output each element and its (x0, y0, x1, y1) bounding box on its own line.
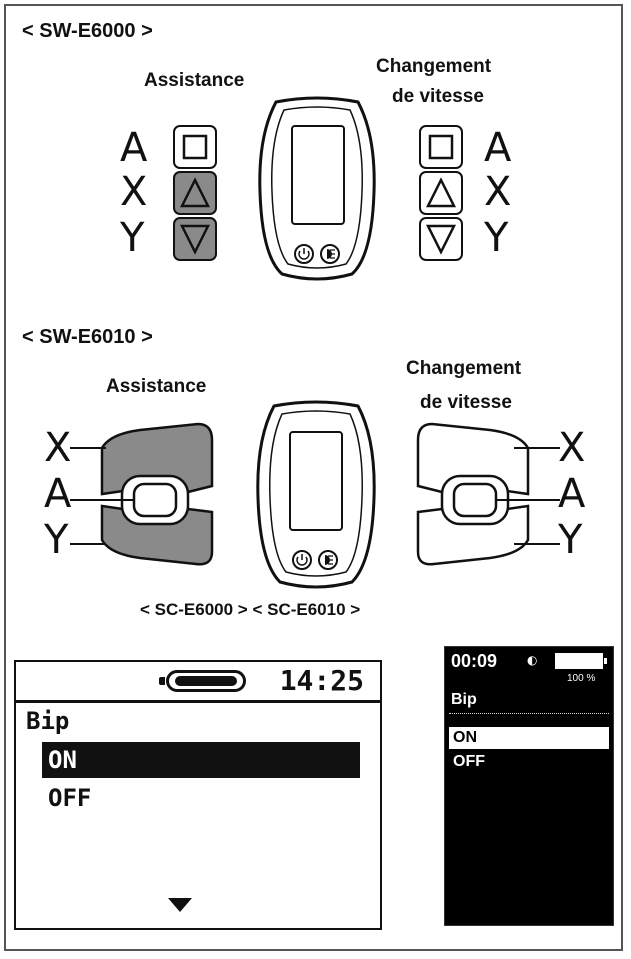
letter-x-left: X (44, 425, 72, 471)
letter-y-left: Y (44, 517, 69, 563)
color-option-off[interactable]: OFF (453, 753, 485, 770)
letter-x-left: X (120, 169, 148, 215)
letter-a-left: A (120, 125, 148, 171)
display-models-caption: < SC-E6000 > < SC-E6010 > (140, 600, 361, 619)
color-option-on[interactable]: ON (449, 727, 609, 749)
lcd-clock: 14:25 (279, 664, 364, 697)
light-icon (319, 551, 337, 569)
square-button-icon (174, 126, 216, 168)
display-unit-sc-e6010 (254, 400, 378, 590)
triangle-down-icon (420, 218, 462, 260)
lcd-option-on[interactable]: ON (42, 742, 360, 778)
shift-label-line2: de vitesse (392, 86, 484, 107)
lcd-screen-sc-e6000 (14, 660, 382, 930)
letter-y-left: Y (120, 215, 145, 261)
lcd-option-off[interactable]: OFF (48, 784, 92, 812)
battery-icon (555, 653, 603, 669)
light-icon: ◐ (527, 653, 538, 667)
letter-a-right: A (558, 471, 586, 517)
shift-label-line1: Changement (376, 56, 492, 77)
battery-percent: 100 % (567, 673, 596, 684)
section-title-sw-e6000: < SW-E6000 > (22, 20, 153, 42)
color-clock: 00:09 (451, 651, 498, 671)
display-unit-sc-e6000 (256, 96, 378, 282)
color-screen-sc-e6010 (444, 646, 614, 926)
letter-y-right: Y (484, 215, 509, 261)
letter-y-right: Y (558, 517, 583, 563)
section-title-sw-e6010: < SW-E6010 > (22, 326, 153, 348)
shift-label-line2: de vitesse (420, 392, 512, 413)
color-menu-title: Bip (451, 691, 477, 708)
shift-switch-sw-e6000 (418, 124, 466, 264)
battery-icon (166, 670, 246, 692)
assist-lever-sw-e6010 (70, 420, 220, 570)
assistance-label: Assistance (144, 70, 245, 91)
triangle-up-icon (174, 172, 216, 214)
assistance-label: Assistance (106, 376, 207, 397)
letter-x-right: X (558, 425, 586, 471)
power-icon (295, 245, 313, 263)
letter-a-left: A (44, 471, 72, 517)
arrow-down-icon (168, 898, 192, 912)
lcd-menu-title: Bip (26, 707, 70, 735)
letter-x-right: X (484, 169, 512, 215)
light-icon (321, 245, 339, 263)
triangle-up-icon (420, 172, 462, 214)
square-button-icon (420, 126, 462, 168)
shift-lever-sw-e6010 (410, 420, 566, 570)
assist-switch-sw-e6000 (172, 124, 220, 264)
shift-label-line1: Changement (406, 358, 522, 379)
triangle-down-icon (174, 218, 216, 260)
lcd-divider (16, 700, 380, 703)
letter-a-right: A (484, 125, 512, 171)
color-divider (449, 713, 609, 714)
power-icon (293, 551, 311, 569)
